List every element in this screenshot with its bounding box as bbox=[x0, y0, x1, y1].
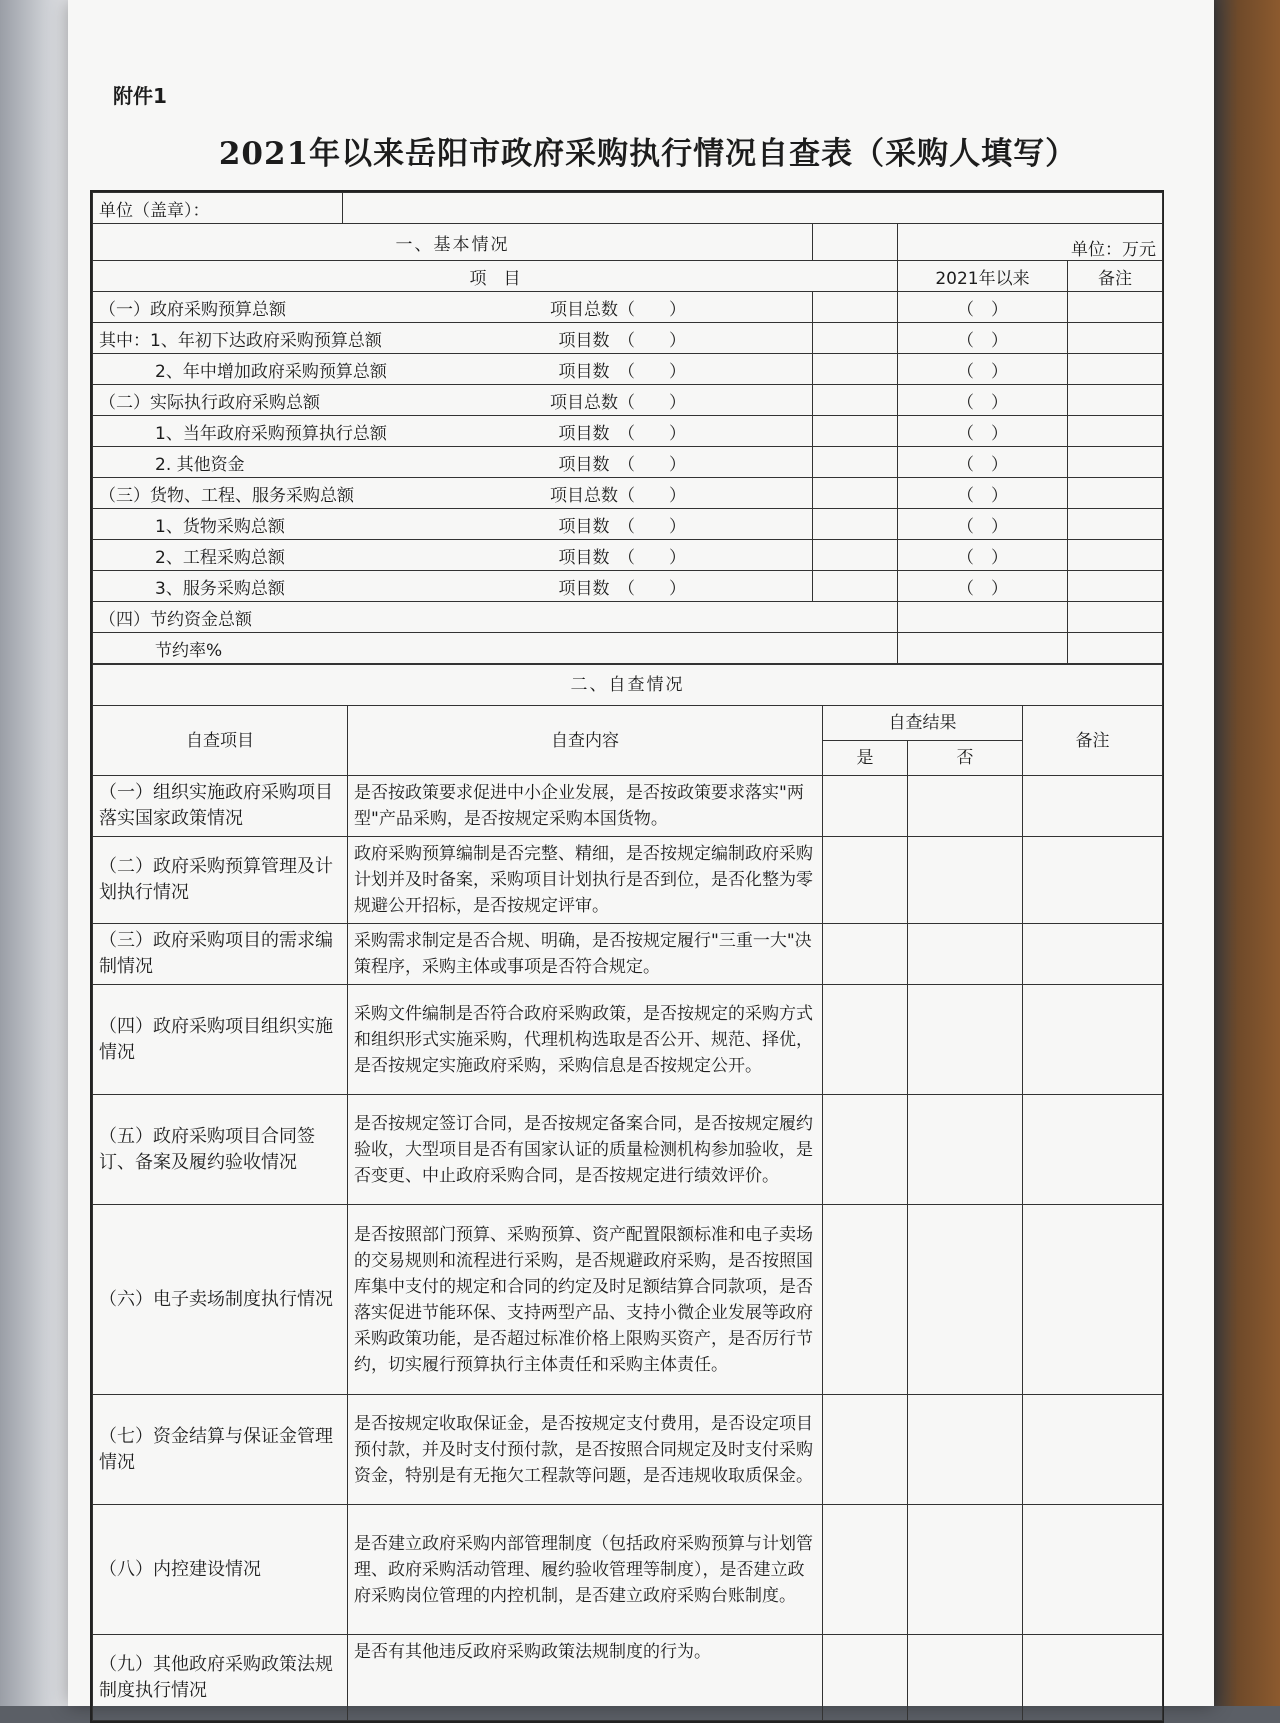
document-title: 2021年以来岳阳市政府采购执行情况自查表（采购人填写） bbox=[218, 136, 1078, 172]
basic-row-value[interactable] bbox=[898, 633, 1068, 664]
check-content: 是否按规定签订合同，是否按规定备案合同，是否按规定履约验收，大型项目是否有国家认证的质量检测机构参加验收，是否变更、中止政府采购合同，是否按规定进行绩效评价。 bbox=[348, 1095, 823, 1205]
basic-row-note[interactable] bbox=[1068, 478, 1163, 509]
basic-row-count: 项目总数（ ） bbox=[550, 392, 686, 413]
basic-row bbox=[93, 633, 1163, 664]
basic-row-label: 其中：1、年初下达政府采购预算总额 bbox=[99, 330, 382, 351]
basic-section-row bbox=[93, 224, 1163, 261]
basic-row bbox=[93, 509, 1163, 540]
check-no-cell[interactable] bbox=[908, 924, 1023, 985]
check-content: 是否按照部门预算、采购预算、资产配置限额标准和电子卖场的交易规则和流程进行采购，是否规避政府采购，是否按照国库集中支付的规定和合同的约定及时足额结算合同款项，是否落实促进节能环保、支持两型产品、支持小微企业发展等政府采购政策功能，是否超过标准价格上限购买资产，是否厉行节约，切实履行预算执行主体责任和采购主体责任。 bbox=[348, 1205, 823, 1395]
basic-row-count: 项目数 （ ） bbox=[558, 454, 686, 475]
check-yes-cell[interactable] bbox=[823, 1095, 908, 1205]
basic-row-value[interactable]: （ ） bbox=[898, 571, 1068, 602]
basic-row-value[interactable]: （ ） bbox=[898, 540, 1068, 571]
check-item: （七）资金结算与保证金管理情况 bbox=[93, 1395, 348, 1505]
basic-row-note[interactable] bbox=[1068, 540, 1163, 571]
basic-row-note[interactable] bbox=[1068, 292, 1163, 323]
check-no-cell[interactable] bbox=[908, 1505, 1023, 1635]
check-item: （五）政府采购项目合同签订、备案及履约验收情况 bbox=[93, 1095, 348, 1205]
basic-row-note[interactable] bbox=[1068, 416, 1163, 447]
check-no-cell[interactable] bbox=[908, 1395, 1023, 1505]
check-yes-cell[interactable] bbox=[823, 924, 908, 985]
check-header-row bbox=[93, 706, 1163, 741]
basic-row-count: 项目数 （ ） bbox=[558, 330, 686, 351]
basic-row-label: （二）实际执行政府采购总额 bbox=[99, 392, 320, 413]
basic-row-value[interactable]: （ ） bbox=[898, 416, 1068, 447]
basic-row-label: （四）节约资金总额 bbox=[93, 602, 898, 633]
desk-right-edge bbox=[1210, 0, 1280, 1706]
check-section-title: 二、自查情况 bbox=[93, 665, 1163, 706]
check-note-cell[interactable] bbox=[1023, 1095, 1163, 1205]
basic-row bbox=[93, 571, 1163, 602]
check-row bbox=[93, 1395, 1163, 1505]
check-content: 政府采购预算编制是否完整、精细，是否按规定编制政府采购计划并及时备案，采购项目计划执行是否到位，是否化整为零规避公开招标，是否按规定评审。 bbox=[348, 837, 823, 924]
unit-label: 单位：万元 bbox=[898, 224, 1163, 261]
check-yes-cell[interactable] bbox=[823, 1205, 908, 1395]
check-note-cell[interactable] bbox=[1023, 985, 1163, 1095]
document-page bbox=[68, 0, 1214, 1706]
check-item: （三）政府采购项目的需求编制情况 bbox=[93, 924, 348, 985]
check-item: （六）电子卖场制度执行情况 bbox=[93, 1205, 348, 1395]
basic-row-value[interactable]: （ ） bbox=[898, 447, 1068, 478]
check-note-cell[interactable] bbox=[1023, 1505, 1163, 1635]
basic-row-label: （一）政府采购预算总额 bbox=[99, 299, 286, 320]
basic-row-value[interactable] bbox=[898, 602, 1068, 633]
col-item-header: 项 目 bbox=[93, 261, 898, 292]
basic-row-note[interactable] bbox=[1068, 447, 1163, 478]
col-since-header: 2021年以来 bbox=[898, 261, 1068, 292]
check-content: 是否有其他违反政府采购政策法规制度的行为。 bbox=[348, 1635, 823, 1721]
basic-row-note[interactable] bbox=[1068, 385, 1163, 416]
unit-stamp-cell[interactable] bbox=[93, 193, 343, 224]
basic-row-note[interactable] bbox=[1068, 633, 1163, 664]
basic-row-label: （三）货物、工程、服务采购总额 bbox=[99, 485, 354, 506]
basic-row bbox=[93, 323, 1163, 354]
basic-row-label: 1、当年政府采购预算执行总额 bbox=[155, 423, 387, 444]
self-check-form bbox=[90, 190, 1164, 1723]
check-yes-cell[interactable] bbox=[823, 776, 908, 837]
basic-row-label: 2、工程采购总额 bbox=[155, 547, 285, 568]
unit-stamp-row bbox=[93, 193, 1163, 224]
check-content: 采购需求制定是否合规、明确，是否按规定履行"三重一大"决策程序，采购主体或事项是否符合规定。 bbox=[348, 924, 823, 985]
check-yes-cell[interactable] bbox=[823, 985, 908, 1095]
basic-section-title: 一、基本情况 bbox=[93, 224, 813, 261]
check-no-cell[interactable] bbox=[908, 985, 1023, 1095]
basic-row-label: 节约率% bbox=[93, 633, 898, 664]
check-yes-cell[interactable] bbox=[823, 837, 908, 924]
col-no-header: 否 bbox=[908, 741, 1023, 776]
basic-row-value[interactable]: （ ） bbox=[898, 478, 1068, 509]
basic-row-value[interactable]: （ ） bbox=[898, 292, 1068, 323]
check-row bbox=[93, 1095, 1163, 1205]
basic-row bbox=[93, 416, 1163, 447]
basic-row-note[interactable] bbox=[1068, 354, 1163, 385]
check-note-cell[interactable] bbox=[1023, 924, 1163, 985]
basic-row-note[interactable] bbox=[1068, 571, 1163, 602]
basic-row-count: 项目数 （ ） bbox=[558, 423, 686, 444]
check-item: （一）组织实施政府采购项目落实国家政策情况 bbox=[93, 776, 348, 837]
basic-row-count: 项目数 （ ） bbox=[558, 578, 686, 599]
basic-row-note[interactable] bbox=[1068, 509, 1163, 540]
check-yes-cell[interactable] bbox=[823, 1505, 908, 1635]
basic-info-table bbox=[92, 192, 1163, 664]
check-note-cell[interactable] bbox=[1023, 776, 1163, 837]
check-row bbox=[93, 1635, 1163, 1721]
basic-row-value[interactable]: （ ） bbox=[898, 385, 1068, 416]
col-check-result-header: 自查结果 bbox=[823, 706, 1023, 741]
check-row bbox=[93, 985, 1163, 1095]
check-no-cell[interactable] bbox=[908, 1095, 1023, 1205]
basic-row bbox=[93, 602, 1163, 633]
basic-row bbox=[93, 292, 1163, 323]
basic-header-row bbox=[93, 261, 1163, 292]
check-row bbox=[93, 776, 1163, 837]
basic-row-count: 项目数 （ ） bbox=[558, 361, 686, 382]
col-check-content-header: 自查内容 bbox=[348, 706, 823, 776]
basic-row bbox=[93, 447, 1163, 478]
check-row bbox=[93, 1505, 1163, 1635]
check-no-cell[interactable] bbox=[908, 1205, 1023, 1395]
col-check-note-header: 备注 bbox=[1023, 706, 1163, 776]
basic-row bbox=[93, 540, 1163, 571]
basic-row-note[interactable] bbox=[1068, 323, 1163, 354]
unit-stamp-label: 单位（盖章）： bbox=[99, 200, 210, 221]
basic-row-value[interactable]: （ ） bbox=[898, 323, 1068, 354]
basic-row-value[interactable]: （ ） bbox=[898, 509, 1068, 540]
basic-row bbox=[93, 478, 1163, 509]
check-item: （二）政府采购预算管理及计划执行情况 bbox=[93, 837, 348, 924]
basic-row-label: 3、服务采购总额 bbox=[155, 578, 285, 599]
basic-row bbox=[93, 385, 1163, 416]
check-note-cell[interactable] bbox=[1023, 1205, 1163, 1395]
check-content: 采购文件编制是否符合政府采购政策，是否按规定的采购方式和组织形式实施采购，代理机构选取是否公开、规范、择优，是否按规定实施政府采购，采购信息是否按规定公开。 bbox=[348, 985, 823, 1095]
check-no-cell[interactable] bbox=[908, 837, 1023, 924]
check-no-cell[interactable] bbox=[908, 776, 1023, 837]
self-check-table bbox=[92, 664, 1163, 1721]
check-section-row bbox=[93, 665, 1163, 706]
check-content: 是否建立政府采购内部管理制度（包括政府采购预算与计划管理、政府采购活动管理、履约验收管理等制度），是否建立政府采购岗位管理的内控机制，是否建立政府采购台账制度。 bbox=[348, 1505, 823, 1635]
basic-row-count: 项目数 （ ） bbox=[558, 547, 686, 568]
check-note-cell[interactable] bbox=[1023, 1395, 1163, 1505]
basic-row bbox=[93, 354, 1163, 385]
check-content: 是否按规定收取保证金，是否按规定支付费用，是否设定项目预付款，并及时支付预付款，是否按照合同规定及时支付采购资金，特别是有无拖欠工程款等问题，是否违规收取质保金。 bbox=[348, 1395, 823, 1505]
basic-row-label: 2. 其他资金 bbox=[155, 454, 245, 475]
check-note-cell[interactable] bbox=[1023, 1635, 1163, 1721]
basic-row-note[interactable] bbox=[1068, 602, 1163, 633]
check-item: （四）政府采购项目组织实施情况 bbox=[93, 985, 348, 1095]
desk-left-edge bbox=[0, 0, 70, 1706]
check-item: （八）内控建设情况 bbox=[93, 1505, 348, 1635]
check-yes-cell[interactable] bbox=[823, 1635, 908, 1721]
attachment-label: 附件1 bbox=[113, 84, 167, 108]
basic-row-count: 项目数 （ ） bbox=[558, 516, 686, 537]
check-item: （九）其他政府采购政策法规制度执行情况 bbox=[93, 1635, 348, 1721]
basic-row-count: 项目总数（ ） bbox=[550, 299, 686, 320]
check-row bbox=[93, 1205, 1163, 1395]
check-no-cell[interactable] bbox=[908, 1635, 1023, 1721]
check-note-cell[interactable] bbox=[1023, 837, 1163, 924]
col-yes-header: 是 bbox=[823, 741, 908, 776]
check-yes-cell[interactable] bbox=[823, 1395, 908, 1505]
basic-row-label: 1、货物采购总额 bbox=[155, 516, 285, 537]
basic-row-label: 2、年中增加政府采购预算总额 bbox=[155, 361, 387, 382]
check-row bbox=[93, 837, 1163, 924]
col-check-item-header: 自查项目 bbox=[93, 706, 348, 776]
basic-row-value[interactable]: （ ） bbox=[898, 354, 1068, 385]
basic-row-count: 项目总数（ ） bbox=[550, 485, 686, 506]
check-row bbox=[93, 924, 1163, 985]
check-content: 是否按政策要求促进中小企业发展，是否按政策要求落实"两型"产品采购，是否按规定采购本国货物。 bbox=[348, 776, 823, 837]
col-note-header: 备注 bbox=[1068, 261, 1163, 292]
